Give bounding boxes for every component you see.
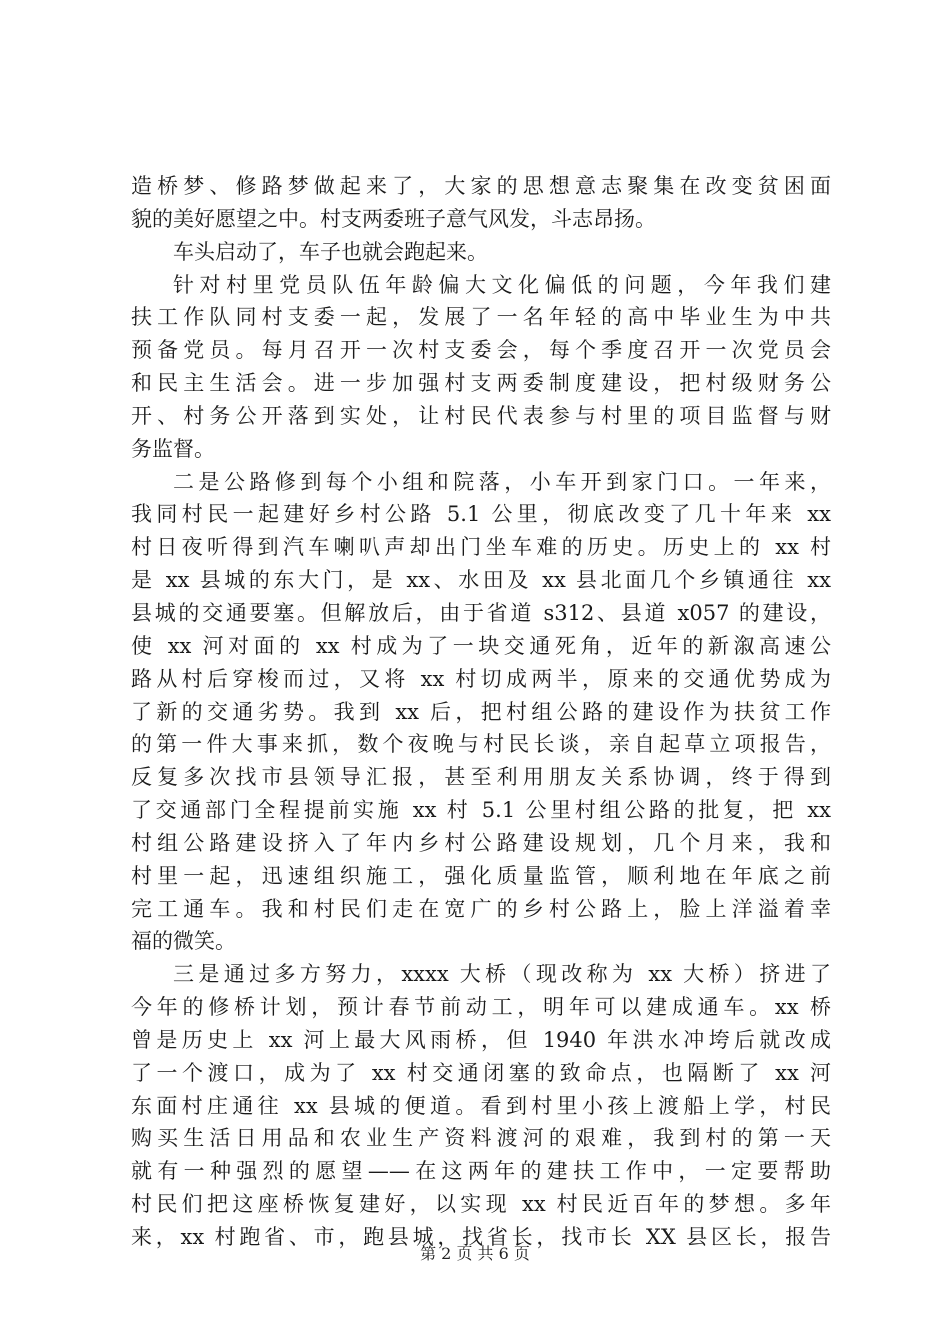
text-line: 村民们把这座桥恢复建好，以实现 xx 村民近百年的梦想。多年	[131, 1192, 831, 1217]
text-line: 今年的修桥计划，预计春节前动工，明年可以建成通车。xx 桥	[131, 995, 831, 1020]
text-line: 二是公路修到每个小组和院落，小车开到家门口。一年来，	[173, 469, 831, 494]
text-line: 三是通过多方努力，xxxx 大桥（现改称为 xx 大桥）挤进了	[173, 962, 831, 987]
text-line: 是 xx 县城的东大门，是 xx、水田及 xx 县北面几个乡镇通往 xx	[131, 568, 831, 593]
page-footer: 第 2 页 共 6 页	[420, 1244, 530, 1263]
text-line: 貌的美好愿望之中。村支两委班子意气风发，斗志昂扬。	[131, 206, 656, 231]
text-line: 村里一起，迅速组织施工，强化质量监管，顺利地在年底之前	[131, 863, 831, 888]
text-line: 造桥梦、修路梦做起来了，大家的思想意志聚集在改变贫困面	[131, 174, 831, 198]
text-line: 反复多次找市县领导汇报，甚至利用朋友关系协调，终于得到	[131, 765, 831, 790]
text-line: 务监督。	[131, 436, 215, 461]
text-line: 县城的交通要塞。但解放后，由于省道 s312、县道 x057 的建设，	[131, 600, 831, 625]
text-line: 了新的交通劣势。我到 xx 后，把村组公路的建设作为扶贫工作	[131, 699, 831, 724]
text-line: 预备党员。每月召开一次村支委会，每个季度召开一次党员会	[131, 338, 831, 363]
text-line: 来，xx 村跑省、市，跑县城，找省长，找市长 XX 县区长，报告	[131, 1225, 831, 1249]
text-line: 针对村里党员队伍年龄偏大文化偏低的问题，今年我们建	[173, 272, 831, 297]
text-line: 东面村庄通往 xx 县城的便道。看到村里小孩上渡船上学，村民	[131, 1093, 831, 1118]
text-line: 开、村务公开落到实处，让村民代表参与村里的项目监督与财	[131, 403, 831, 428]
text-line: 完工通车。我和村民们走在宽广的乡村公路上，脸上洋溢着幸	[131, 896, 831, 921]
text-line: 扶工作队同村支委一起，发展了一名年轻的高中毕业生为中共	[131, 305, 831, 330]
text-line: 村日夜听得到汽车喇叭声却出门坐车难的历史。历史上的 xx 村	[131, 535, 831, 560]
body-text	[131, 170, 831, 1254]
text-line: 了一个渡口，成为了 xx 村交通闭塞的致命点，也隔断了 xx 河	[131, 1060, 831, 1085]
text-line: 福的微笑。	[131, 929, 236, 954]
text-line: 曾是历史上 xx 河上最大风雨桥，但 1940 年洪水冲垮后就改成	[131, 1027, 831, 1052]
text-line: 村组公路建设挤入了年内乡村公路建设规划，几个月来，我和	[131, 830, 831, 855]
text-line: 了交通部门全程提前实施 xx 村 5.1 公里村组公路的批复，把 xx	[131, 798, 831, 823]
text-line: 使 xx 河对面的 xx 村成为了一块交通死角，近年的新溆高速公	[131, 633, 831, 658]
text-line: 和民主生活会。进一步加强村支两委制度建设，把村级财务公	[131, 371, 831, 396]
text-line: 的第一件大事来抓，数个夜晚与村民长谈，亲自起草立项报告，	[131, 732, 831, 757]
text-line: 路从村后穿梭而过，又将 xx 村切成两半，原来的交通优势成为	[131, 666, 831, 691]
text-line: 我同村民一起建好乡村公路 5.1 公里，彻底改变了几十年来 xx	[131, 502, 831, 527]
text-line: 车头启动了，车子也就会跑起来。	[173, 239, 488, 264]
text-line: 就有一种强烈的愿望——在这两年的建扶工作中，一定要帮助	[131, 1159, 831, 1184]
text-line: 购买生活日用品和农业生产资料渡河的艰难，我到村的第一天	[131, 1126, 831, 1151]
